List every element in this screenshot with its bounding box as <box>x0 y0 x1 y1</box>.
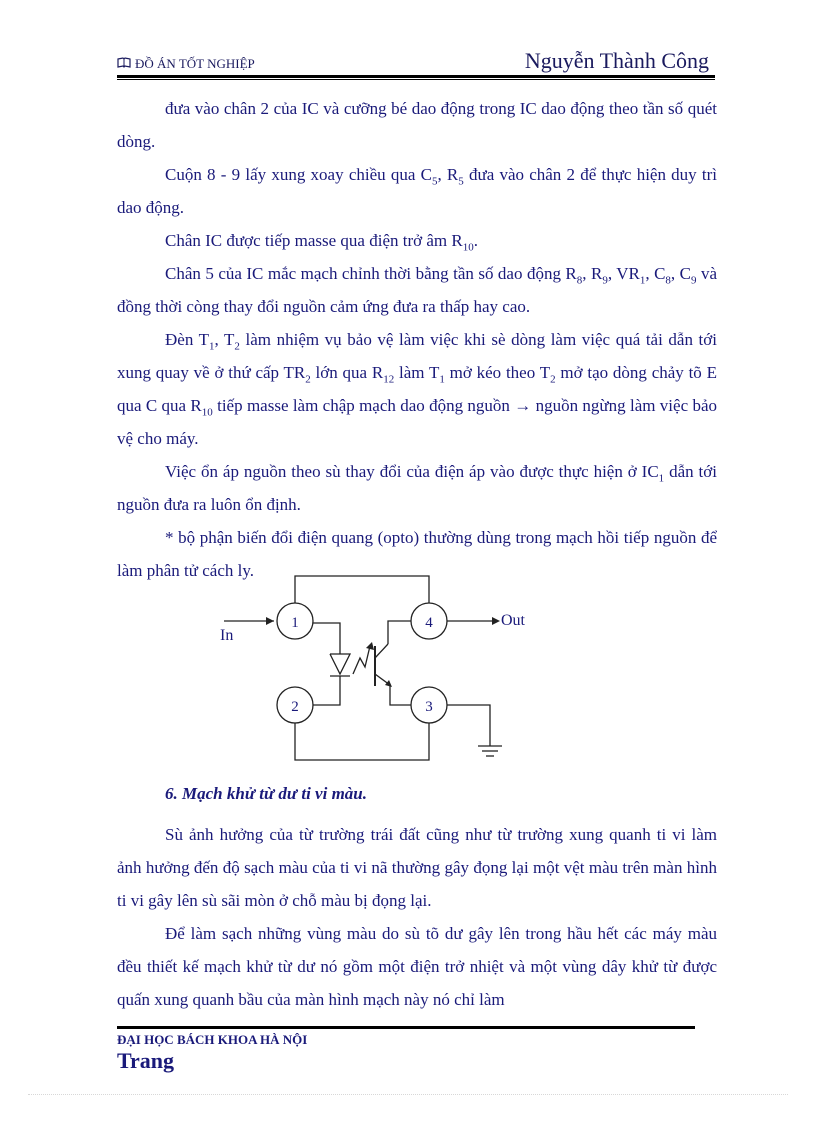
paragraph-9: Để làm sạch những vùng màu do sù tõ dư gây lên trong hầu hết các máy màu đều thiết kế mạch khử từ dư nó gồm một điện trở nhiệt và một vùng dây khử từ được quấn xung quanh bầu của màn hình mạch này nó chỉ làm <box>117 924 717 1009</box>
book-icon <box>117 56 131 72</box>
page-header <box>117 46 715 78</box>
optocoupler-diagram <box>210 566 525 776</box>
emitter-arrowhead <box>385 680 392 687</box>
top-wire <box>295 576 429 607</box>
transistor-collector <box>375 644 388 658</box>
pin-2-label: 2 <box>291 699 299 715</box>
pin-4-label: 4 <box>425 615 433 631</box>
paragraph-8: Sù ảnh hưởng của từ trường trái đất cũng như từ trường xung quanh ti vi làm ảnh hưởng đến độ sạch màu của ti vi nã thường gây đọng lại một vệt màu trên màn hình ti vi gây lên sù sãi mòn ở chỗ màu bị đọng lại. <box>117 825 717 910</box>
header-rule-thin <box>117 79 715 80</box>
paragraph-1: đưa vào chân 2 của IC và cưỡng bé dao động trong IC dao động theo tần số quét dòng. <box>117 99 717 151</box>
body-text-2 <box>117 818 717 1016</box>
header-left <box>117 56 255 72</box>
pin-3-label: 3 <box>425 699 433 715</box>
footer-university: ĐẠI HỌC BÁCH KHOA HÀ NỘI <box>117 1032 308 1047</box>
led-triangle <box>330 654 350 674</box>
pin-1-label: 1 <box>291 615 299 631</box>
ground-wire <box>443 705 490 746</box>
photon-arrowhead <box>366 642 374 650</box>
body-text <box>117 92 717 587</box>
in-label: In <box>220 627 234 644</box>
led-wire-bottom <box>309 676 340 705</box>
paragraph-2: Cuộn 8 - 9 lấy xung xoay chiều qua $C_5$, $R_5$ đưa vào chân 2 để thực hiện duy trì dao động. <box>117 165 717 217</box>
footer-rule <box>117 1026 695 1029</box>
header-rule <box>117 75 715 78</box>
header-author: Nguyễn Thành Công <box>524 48 709 73</box>
out-arrowhead <box>492 617 500 625</box>
in-arrowhead <box>266 617 274 625</box>
out-label: Out <box>501 612 525 629</box>
paragraph-6: Việc ổn áp nguồn theo sù thay đổi của điện áp vào được thực hiện ở $IC_1$ dẫn tới nguồn đưa ra luôn ổn định. <box>117 462 717 514</box>
page-bottom-divider <box>28 1094 788 1095</box>
optocoupler-svg <box>210 566 525 776</box>
paragraph-3: Chân IC được tiếp masse qua điện trở âm $R_{10}$. <box>165 231 478 254</box>
paragraph-4: Chân 5 của IC mắc mạch chỉnh thời bằng tần số dao động $R_8$, $R_9$, $VR_1$, $C_8$, $C_9$ và đồng thời còng thay đổi nguồn cảm ứng đưa ra thấp hay cao. <box>117 264 717 316</box>
photon-zigzag <box>353 646 370 674</box>
led-wire-top <box>309 623 340 654</box>
section-title: 6. Mạch khử từ dư ti vi màu. <box>165 784 367 803</box>
header-title: ĐỒ ÁN TỐT NGHIỆP <box>135 56 255 71</box>
footer-page-label: Trang <box>117 1048 175 1073</box>
paragraph-5: Đèn $T_1$, $T_2$ làm nhiệm vụ bảo vệ làm việc khi sè dòng làm việc quá tải dẫn tới xung quay về ở thứ cấp $TR_2$ lớn qua $R_{12}$ làm $T_1$ mở kéo theo $T_2$ mở tạo dòng chảy tõ E qua C qua $R_{10}$ tiếp masse làm chập mạch dao động nguồn → nguồn ngừng làm việc bảo vệ cho máy. <box>117 330 717 448</box>
bottom-wire <box>295 720 429 760</box>
paragraph-7: * bộ phận biến đổi điện quang (opto) thường dùng trong mạch hồi tiếp nguồn để làm phân tử cách ly. <box>117 528 717 580</box>
